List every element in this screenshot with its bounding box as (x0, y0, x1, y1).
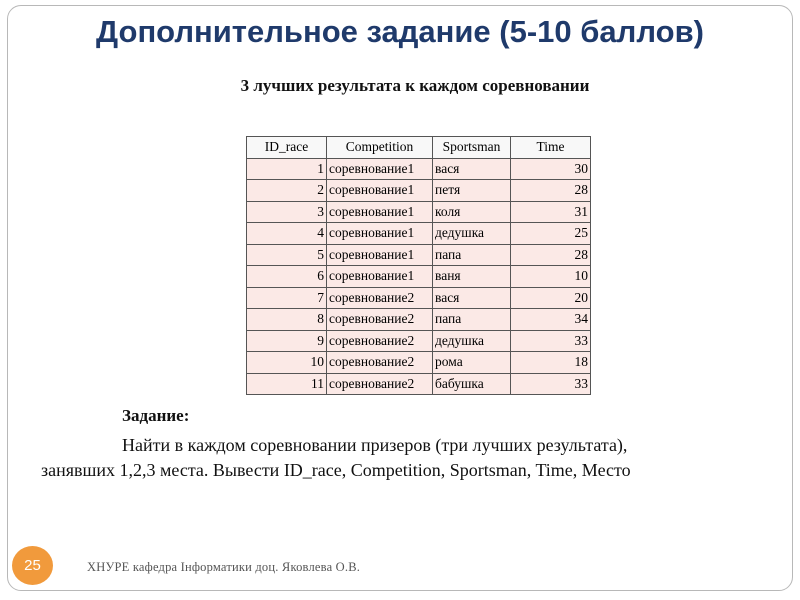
cell-id-race: 10 (247, 352, 327, 374)
cell-id-race: 7 (247, 287, 327, 309)
cell-competition: соревнование1 (327, 266, 433, 288)
table-row (247, 201, 591, 223)
cell-id-race: 11 (247, 373, 327, 395)
cell-competition: соревнование1 (327, 180, 433, 202)
cell-id-race: 6 (247, 266, 327, 288)
cell-competition: соревнование2 (327, 309, 433, 331)
cell-time: 18 (511, 352, 591, 374)
cell-id-race: 8 (247, 309, 327, 331)
cell-id-race: 5 (247, 244, 327, 266)
header-competition: Competition (327, 137, 433, 159)
task-text-line-2: занявших 1,2,3 места. Вывести ID_race, Competition, Sportsman, Time, Место (41, 460, 631, 480)
cell-time: 34 (511, 309, 591, 331)
table-row (247, 352, 591, 374)
table-row (247, 180, 591, 202)
cell-sportsman: папа (433, 309, 511, 331)
cell-time: 28 (511, 180, 591, 202)
cell-sportsman: вася (433, 158, 511, 180)
table-row (247, 158, 591, 180)
cell-competition: соревнование2 (327, 330, 433, 352)
table-row (247, 309, 591, 331)
cell-id-race: 2 (247, 180, 327, 202)
cell-sportsman: дедушка (433, 223, 511, 245)
table-body (247, 158, 591, 395)
task-text-line-1: Найти в каждом соревновании призеров (три лучших результата), (122, 435, 628, 455)
cell-competition: соревнование1 (327, 244, 433, 266)
slide-title: Дополнительное задание (5-10 баллов) (96, 14, 704, 49)
cell-sportsman: коля (433, 201, 511, 223)
cell-time: 31 (511, 201, 591, 223)
cell-sportsman: дедушка (433, 330, 511, 352)
table-row (247, 373, 591, 395)
task-heading: Задание: (122, 406, 190, 425)
footer-text: ХНУРЕ кафедра Інформатики доц. Яковлева О.В. (87, 560, 361, 574)
cell-id-race: 1 (247, 158, 327, 180)
page-number-badge: 25 (12, 546, 53, 585)
cell-time: 10 (511, 266, 591, 288)
cell-competition: соревнование1 (327, 223, 433, 245)
cell-time: 30 (511, 158, 591, 180)
cell-competition: соревнование1 (327, 158, 433, 180)
header-id-race: ID_race (247, 137, 327, 159)
table-row (247, 244, 591, 266)
header-sportsman: Sportsman (433, 137, 511, 159)
cell-time: 33 (511, 373, 591, 395)
cell-time: 33 (511, 330, 591, 352)
cell-competition: соревнование2 (327, 352, 433, 374)
cell-id-race: 4 (247, 223, 327, 245)
cell-sportsman: рома (433, 352, 511, 374)
table-row (247, 266, 591, 288)
table-row (247, 223, 591, 245)
cell-time: 20 (511, 287, 591, 309)
header-time: Time (511, 137, 591, 159)
slide-subtitle: 3 лучших результата к каждом соревновании (240, 76, 590, 95)
cell-sportsman: петя (433, 180, 511, 202)
cell-sportsman: бабушка (433, 373, 511, 395)
cell-sportsman: вася (433, 287, 511, 309)
cell-id-race: 9 (247, 330, 327, 352)
table-row (247, 330, 591, 352)
cell-time: 28 (511, 244, 591, 266)
cell-competition: соревнование1 (327, 201, 433, 223)
table-header-row (247, 137, 591, 159)
cell-sportsman: ваня (433, 266, 511, 288)
cell-competition: соревнование2 (327, 287, 433, 309)
cell-time: 25 (511, 223, 591, 245)
table-row (247, 287, 591, 309)
cell-sportsman: папа (433, 244, 511, 266)
cell-id-race: 3 (247, 201, 327, 223)
cell-competition: соревнование2 (327, 373, 433, 395)
results-table (246, 136, 591, 395)
